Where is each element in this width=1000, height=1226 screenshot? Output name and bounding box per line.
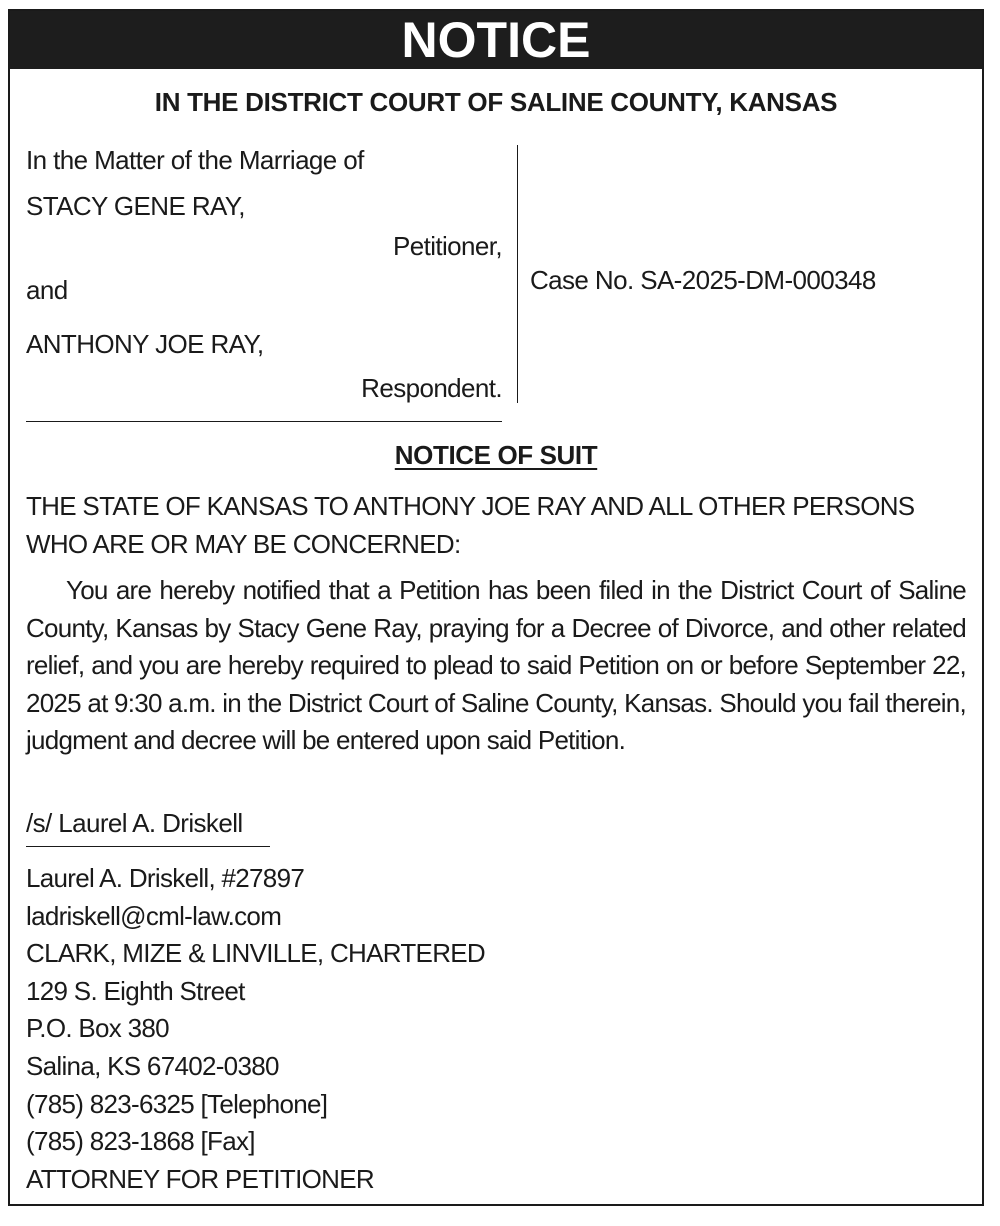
petitioner-name: STACY GENE RAY, <box>26 191 245 221</box>
case-caption <box>26 145 502 422</box>
court-title: IN THE DISTRICT COURT OF SALINE COUNTY, KANSAS <box>154 87 838 117</box>
petitioner-role: Petitioner, <box>392 231 502 261</box>
attorney-email: ladriskell@cml-law.com <box>26 900 282 931</box>
attorney-po-box: P.O. Box 380 <box>26 1013 169 1044</box>
caption-divider <box>517 145 518 403</box>
attorney-firm: CLARK, MIZE & LINVILLE, CHARTERED <box>26 938 485 969</box>
notice-body: You are hereby notified that a Petition has been filed in the District Court of Saline County, Kansas by Stacy Gene Ray, praying for a Decree of Divorce, and other related relief, and you are hereby required to plead to said Petition on or before September 22, 2025 at 9:30 a.m. in the District Court of Saline County, Kansas. Should you fail therein, judgment and decree will be entered upon said Petition. <box>26 575 966 756</box>
attorney-block <box>26 860 926 1198</box>
matter-line: In the Matter of the Marriage of <box>26 145 364 175</box>
notice-of-suit-title: NOTICE OF SUIT <box>394 440 598 470</box>
attorney-name: Laurel A. Driskell, #27897 <box>26 863 305 893</box>
notice-of-suit-heading <box>10 437 982 473</box>
attorney-city: Salina, KS 67402-0380 <box>26 1050 279 1081</box>
notice-address: THE STATE OF KANSAS TO ANTHONY JOE RAY AND ALL OTHER PERSONS WHO ARE OR MAY BE CONCERNED: <box>26 491 915 559</box>
attorney-street: 129 S. Eighth Street <box>26 975 245 1006</box>
respondent-name: ANTHONY JOE RAY, <box>26 329 264 359</box>
case-number: Case No. SA-2025-DM-000348 <box>530 265 876 295</box>
attorney-telephone: (785) 823-6325 [Telephone] <box>26 1088 328 1119</box>
notice-banner: NOTICE <box>10 11 982 69</box>
legal-notice <box>8 9 984 1206</box>
caption-conjunction: and <box>26 275 68 305</box>
respondent-role: Respondent. <box>361 373 502 403</box>
signature-line: /s/ Laurel A. Driskell <box>26 806 270 847</box>
attorney-fax: (785) 823-1868 [Fax] <box>26 1126 255 1157</box>
attorney-role: ATTORNEY FOR PETITIONER <box>26 1163 374 1194</box>
